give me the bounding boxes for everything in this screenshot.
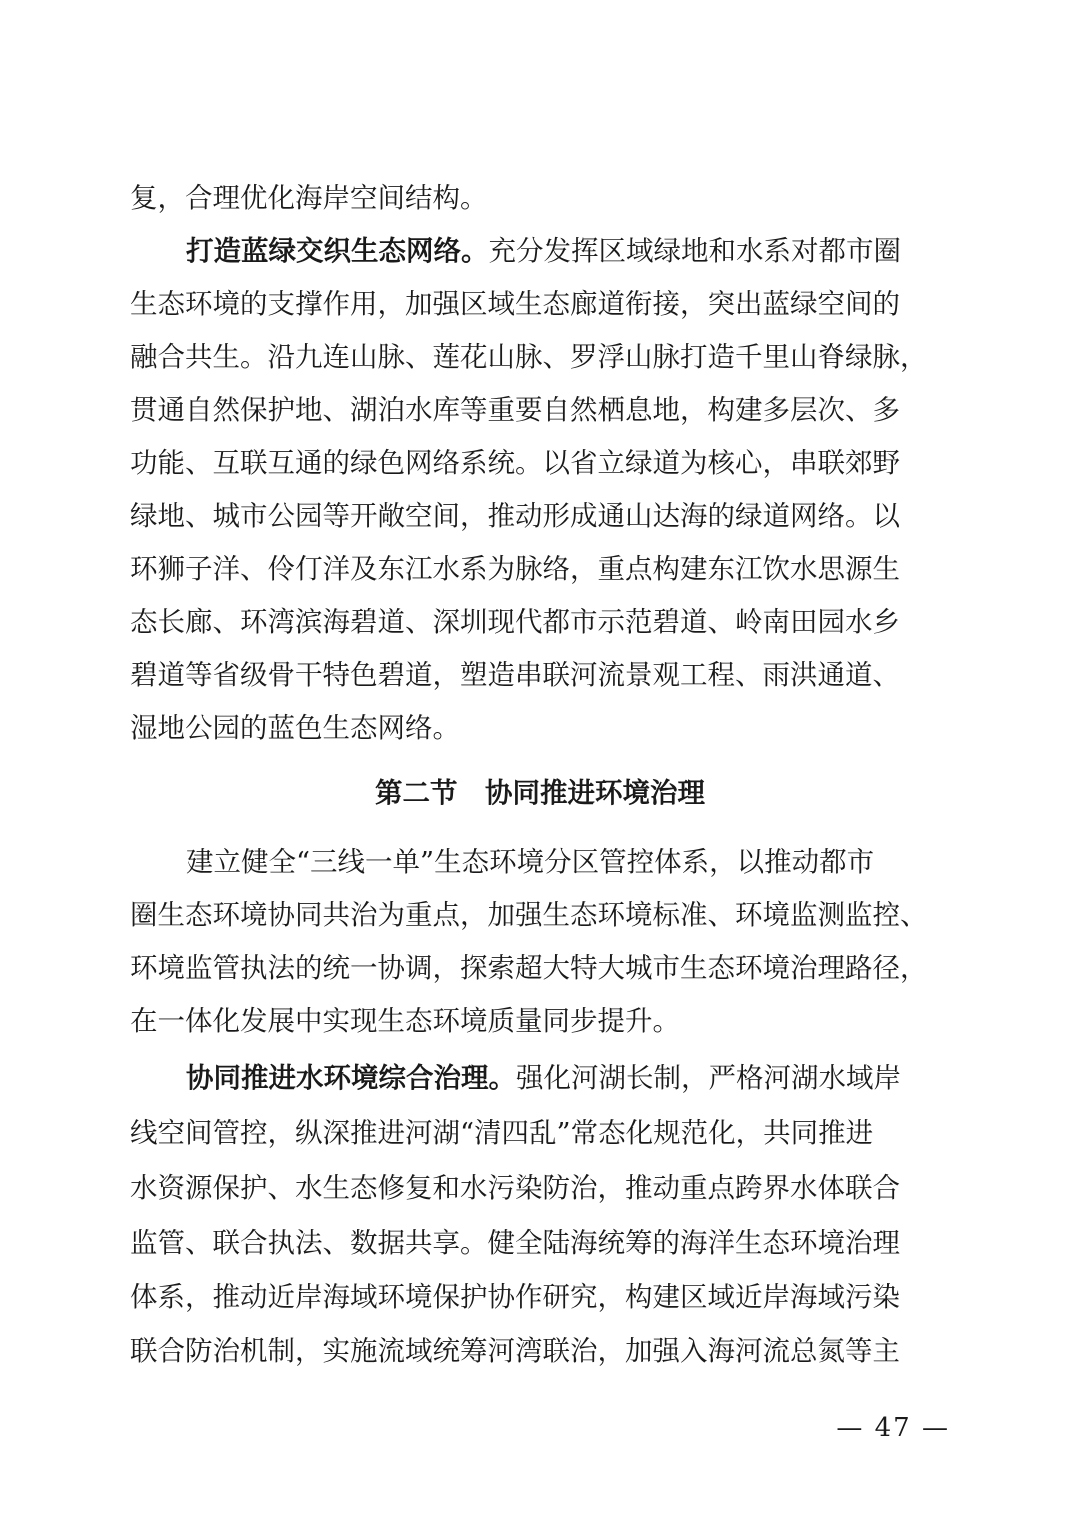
- paragraph-line: [130, 542, 950, 596]
- paragraph-text: 态长廊、环湾滨海碧道、深圳现代都市示范碧道、岭南田园水乡: [130, 606, 900, 638]
- paragraph-line: [130, 1324, 950, 1378]
- paragraph-line: [130, 224, 950, 278]
- paragraph-line: [130, 330, 950, 384]
- paragraph-line: [130, 1106, 950, 1160]
- paragraph-line: [130, 648, 950, 702]
- document-page: [130, 0, 950, 1527]
- paragraph-text: 环境监管执法的统一协调，探索超大特大城市生态环境治理路径，: [130, 952, 928, 984]
- paragraph-text: 建立健全“三线一单”生态环境分区管控体系，以推动都市: [186, 846, 875, 878]
- paragraph-line: [130, 941, 950, 995]
- paragraph-line: [130, 383, 950, 437]
- paragraph-text: 监管、联合执法、数据共享。健全陆海统筹的海洋生态环境治理: [130, 1227, 900, 1259]
- section-heading: 第二节 协同推进环境治理: [375, 777, 705, 809]
- paragraph-line: [130, 1051, 950, 1105]
- paragraph-text: 环狮子洋、伶仃洋及东江水系为脉络，重点构建东江饮水思源生: [130, 553, 900, 585]
- paragraph-text: 生态环境的支撑作用，加强区域生态廊道衔接，突出蓝绿空间的: [130, 288, 900, 320]
- paragraph-line: [130, 835, 950, 889]
- paragraph-text: 绿地、城市公园等开敞空间，推动形成通山达海的绿道网络。以: [130, 500, 900, 532]
- paragraph-text: 湿地公园的蓝色生态网络。: [130, 712, 460, 744]
- paragraph-line: [130, 701, 950, 755]
- paragraph-line: [130, 1270, 950, 1324]
- paragraph-text: 融合共生。沿九连山脉、莲花山脉、罗浮山脉打造千里山脊绿脉，: [130, 341, 928, 373]
- paragraph-text: 碧道等省级骨干特色碧道，塑造串联河流景观工程、雨洪通道、: [130, 659, 900, 691]
- paragraph-text: 在一体化发展中实现生态环境质量同步提升。: [130, 1005, 680, 1037]
- paragraph-text: 贯通自然保护地、湖泊水库等重要自然栖息地，构建多层次、多: [130, 394, 900, 426]
- paragraph-line: [130, 436, 950, 490]
- paragraph-text: 联合防治机制，实施流域统筹河湾联治，加强入海河流总氮等主: [130, 1335, 900, 1367]
- paragraph-line: [130, 888, 950, 942]
- paragraph-text: 水资源保护、水生态修复和水污染防治，推动重点跨界水体联合: [130, 1172, 900, 1204]
- paragraph-text: 复，合理优化海岸空间结构。: [130, 182, 488, 214]
- paragraph-line: [130, 277, 950, 331]
- paragraph-lead: 协同推进水环境综合治理。: [186, 1062, 516, 1094]
- paragraph-text: 体系，推动近岸海域环境保护协作研究，构建区域近岸海域污染: [130, 1281, 900, 1313]
- paragraph-text: 强化河湖长制，严格河湖水域岸: [516, 1062, 901, 1094]
- paragraph-line: [130, 489, 950, 543]
- paragraph-lead: 打造蓝绿交织生态网络。: [186, 235, 489, 267]
- page-number: — 47 —: [836, 1413, 950, 1443]
- paragraph-line: [130, 994, 950, 1048]
- paragraph-text: 线空间管控，纵深推进河湖“清四乱”常态化规范化，共同推进: [130, 1117, 874, 1149]
- paragraph-text: 圈生态环境协同共治为重点，加强生态环境标准、环境监测监控、: [130, 899, 928, 931]
- paragraph-text: 充分发挥区域绿地和水系对都市圈: [488, 235, 901, 267]
- paragraph-text: 功能、互联互通的绿色网络系统。以省立绿道为核心，串联郊野: [130, 447, 900, 479]
- paragraph-line: [130, 1216, 950, 1270]
- paragraph-line: [130, 171, 950, 225]
- paragraph-line: [130, 1161, 950, 1215]
- paragraph-line: [130, 595, 950, 649]
